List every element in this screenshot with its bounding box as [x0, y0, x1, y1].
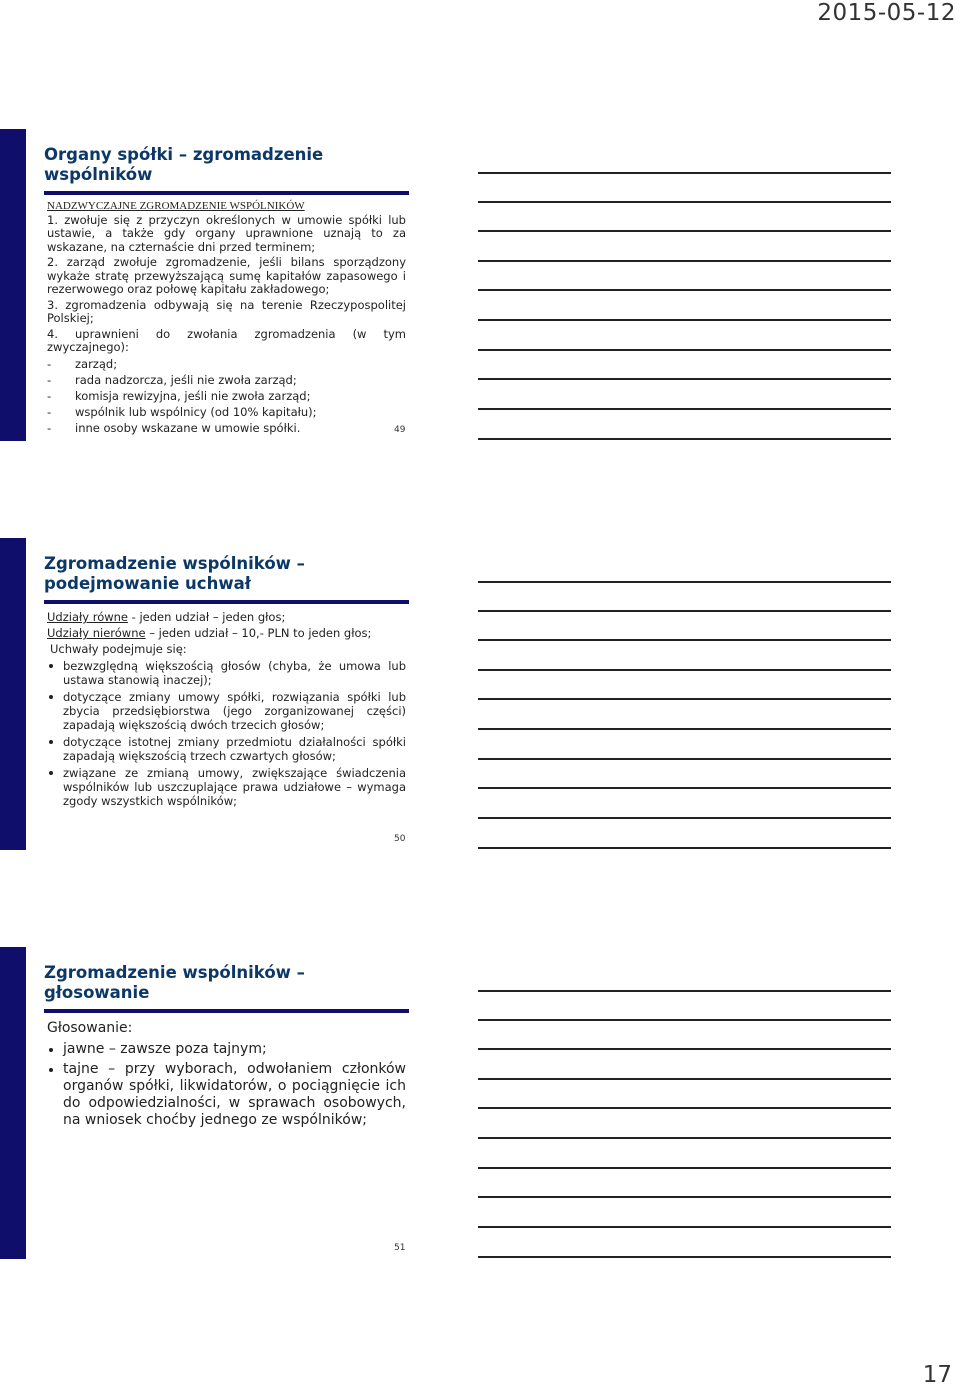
- rule-unequal-shares: [47, 626, 406, 640]
- slide-number: 51: [394, 1243, 406, 1253]
- bullet-item: [47, 1061, 406, 1129]
- slide-50: [0, 538, 430, 850]
- note-line: [478, 698, 891, 700]
- note-line: [478, 289, 891, 291]
- equal-shares-text: - jeden udział – jeden głos;: [128, 610, 286, 624]
- note-line: [478, 1256, 891, 1258]
- slide-51: [0, 947, 430, 1259]
- dash-marker: -: [47, 404, 52, 419]
- note-line: [478, 787, 891, 789]
- slide-body: [47, 1020, 406, 1132]
- slide-title: Organy spółki – zgromadzenie wspólników: [44, 145, 324, 184]
- slide-accent-bar: [0, 538, 26, 850]
- bullet-dot-icon: [49, 664, 53, 668]
- bullet-item: [47, 766, 406, 808]
- note-line: [478, 1078, 891, 1080]
- list-item: 4. uprawnieni do zwołania zgromadzenia (w tym zwyczajnego):: [47, 326, 406, 354]
- bullet-item: [47, 690, 406, 732]
- slide-body: [47, 200, 406, 438]
- bullet-dot-icon: [49, 1048, 53, 1052]
- dash-item-text: komisja rewizyjna, jeśli nie zwoła zarząd;: [75, 388, 311, 403]
- note-line: [478, 349, 891, 351]
- section-heading: NADZWYCZAJNE ZGROMADZENIE WSPÓLNIKÓW: [47, 200, 305, 212]
- note-line: [478, 1196, 891, 1198]
- dash-item-text: rada nadzorcza, jeśli nie zwoła zarząd;: [75, 372, 297, 387]
- note-line: [478, 438, 891, 440]
- note-line: [478, 1226, 891, 1228]
- note-line: [478, 319, 891, 321]
- slide-accent-bar: [0, 129, 26, 441]
- rule-equal-shares: [47, 610, 406, 624]
- dash-item-text: inne osoby wskazane w umowie spółki.: [75, 420, 301, 435]
- bullet-item: [47, 659, 406, 687]
- note-line: [478, 260, 891, 262]
- note-line: [478, 610, 891, 612]
- dash-item: [47, 390, 406, 404]
- bullet-dot-icon: [49, 740, 53, 744]
- note-line: [478, 669, 891, 671]
- bullet-dot-icon: [49, 771, 53, 775]
- bullet-item: [47, 735, 406, 763]
- slide-49: [0, 129, 430, 441]
- dash-marker: -: [47, 388, 52, 403]
- unequal-shares-label: Udziały nierówne: [47, 626, 146, 640]
- list-item: 1. zwołuje się z przyczyn określonych w umowie spółki lub ustawie, a także gdy organy uprawnione uznają to za wskazane, na czternaście dni przed terminem;: [47, 212, 406, 254]
- bullet-dot-icon: [49, 1068, 53, 1072]
- note-line: [478, 728, 891, 730]
- dash-item: [47, 422, 406, 436]
- note-line: [478, 408, 891, 410]
- dash-item-text: zarząd;: [75, 356, 118, 371]
- note-line: [478, 1107, 891, 1109]
- voting-intro: Głosowanie:: [47, 1020, 133, 1036]
- bullet-item: [47, 1041, 406, 1058]
- slide-title: Zgromadzenie wspólników – podejmowanie uchwał: [44, 554, 305, 593]
- note-line: [478, 230, 891, 232]
- bullet-text: bezwzględną większością głosów (chyba, że umowa lub ustawa stanowią inaczej);: [63, 659, 406, 687]
- dash-item: [47, 374, 406, 388]
- note-line: [478, 1167, 891, 1169]
- list-item: 2. zarząd zwołuje zgromadzenie, jeśli bilans sporządzony wykaże stratę przewyższającą sumę kapitałów zapasowego i rezerwowego oraz połowę kapitału zakładowego;: [47, 255, 406, 296]
- note-line: [478, 201, 891, 203]
- slide-title: Zgromadzenie wspólników – głosowanie: [44, 963, 305, 1002]
- title-rule: [44, 191, 409, 195]
- slide-number: 50: [394, 834, 406, 844]
- dash-marker: -: [47, 372, 52, 387]
- note-line: [478, 639, 891, 641]
- title-rule: [44, 600, 409, 604]
- resolutions-intro: Uchwały podejmuje się:: [50, 642, 187, 656]
- equal-shares-label: Udziały równe: [47, 610, 129, 624]
- note-line: [478, 378, 891, 380]
- note-line: [478, 990, 891, 992]
- note-line: [478, 1048, 891, 1050]
- bullet-text: związane ze zmianą umowy, zwiększające świadczenia wspólników lub uszczuplające prawa udziałowe – wymaga zgody wszystkich wspólników;: [63, 766, 406, 808]
- note-line: [478, 1019, 891, 1021]
- dash-item: [47, 358, 406, 372]
- bullet-text: dotyczące zmiany umowy spółki, rozwiązania spółki lub zbycia przedsiębiorstwa (jego zorganizowanej części) zapadają większością dwóch trzecich głosów;: [63, 690, 406, 732]
- slide-number: 49: [394, 425, 406, 435]
- bullet-text: tajne – przy wyborach, odwołaniem członków organów spółki, likwidatorów, o pociągnięcie ich do odpowiedzialności, w sprawach osobowych, na wniosek choćby jednego ze wspólników;: [63, 1061, 406, 1128]
- bullet-dot-icon: [49, 695, 53, 699]
- dash-marker: -: [47, 420, 52, 435]
- header-date: 2015-05-12: [817, 0, 956, 26]
- dash-item-text: wspólnik lub wspólnicy (od 10% kapitału);: [75, 404, 317, 419]
- note-line: [478, 758, 891, 760]
- note-line: [478, 581, 891, 583]
- note-line: [478, 817, 891, 819]
- bullet-text: dotyczące istotnej zmiany przedmiotu działalności spółki zapadają większością trzech czwartych głosów;: [63, 735, 406, 763]
- slide-accent-bar: [0, 947, 26, 1259]
- dash-marker: -: [47, 356, 52, 371]
- note-line: [478, 172, 891, 174]
- title-rule: [44, 1009, 409, 1013]
- dash-item: [47, 406, 406, 420]
- slide-body: [47, 610, 406, 811]
- note-line: [478, 1137, 891, 1139]
- list-item: 3. zgromadzenia odbywają się na terenie Rzeczypospolitej Polskiej;: [47, 297, 406, 325]
- page-number: 17: [922, 1362, 952, 1388]
- bullet-text: jawne – zawsze poza tajnym;: [63, 1041, 267, 1057]
- note-line: [478, 847, 891, 849]
- unequal-shares-text: – jeden udział – 10,- PLN to jeden głos;: [145, 626, 372, 640]
